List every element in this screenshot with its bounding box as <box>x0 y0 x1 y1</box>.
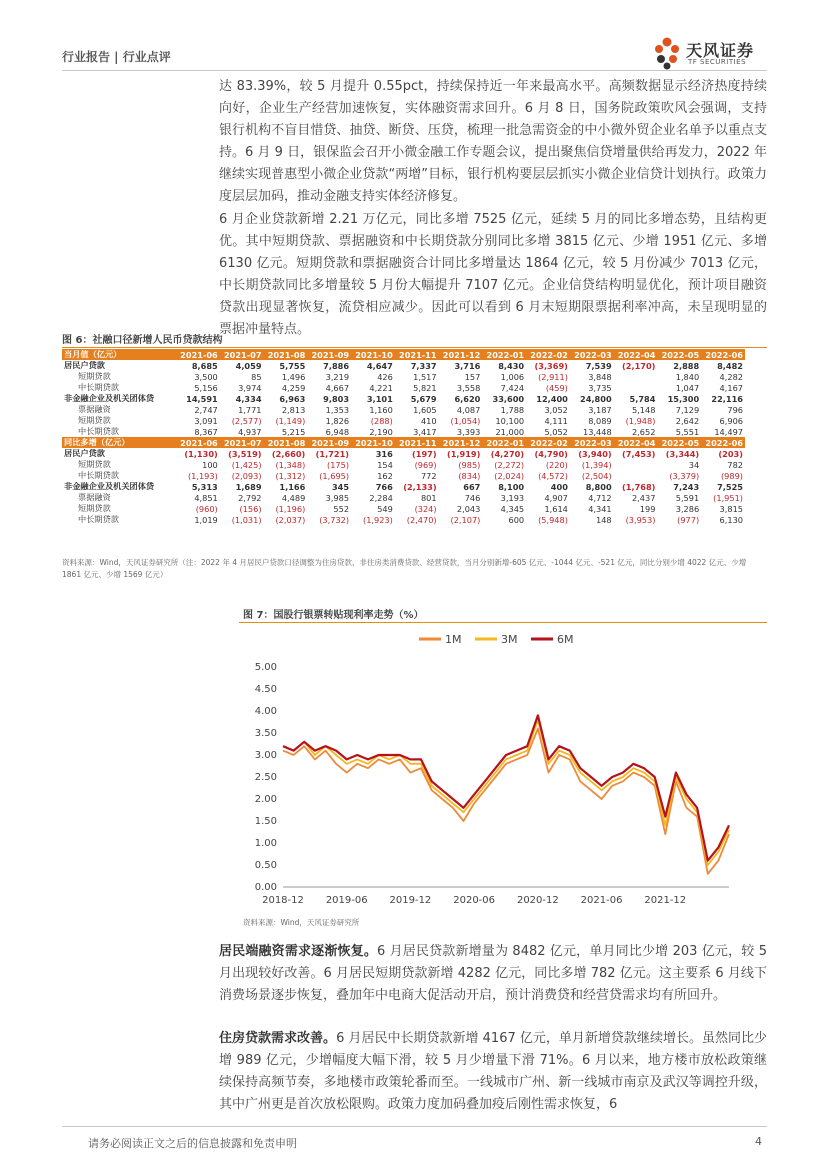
table-row <box>62 382 745 393</box>
page-number: 4 <box>755 1135 762 1148</box>
month-header: 2021-06 <box>176 437 220 448</box>
table-cell: 1,826 <box>325 415 350 426</box>
table-cell: (1,768) <box>622 481 656 492</box>
table-cell: 766 <box>375 481 393 492</box>
table-cell: (2,107) <box>450 514 481 525</box>
table-cell: (960) <box>195 503 218 514</box>
month-header: 2021-09 <box>307 349 351 360</box>
row-label: 短期贷款 <box>78 415 111 425</box>
table-cell: 5,052 <box>544 426 568 437</box>
table-cell: 4,167 <box>719 382 743 393</box>
table-cell: 3,052 <box>544 404 568 415</box>
paragraph-4-heading: 住房贷款需求改善。 <box>219 1031 337 1046</box>
table-cell: 8,430 <box>498 360 525 371</box>
table-cell: 8,800 <box>585 481 612 492</box>
table-row <box>62 514 745 525</box>
table-cell: 4,851 <box>194 492 218 503</box>
table-cell: 5,784 <box>629 393 656 404</box>
month-header: 2022-03 <box>570 437 614 448</box>
table-cell: 148 <box>596 514 612 525</box>
table-cell: 2,190 <box>369 426 393 437</box>
month-header: 2022-01 <box>482 349 526 360</box>
table-cell: 7,337 <box>410 360 437 371</box>
table-cell: (4,572) <box>538 470 568 481</box>
table-cell: 6,130 <box>719 514 743 525</box>
table-cell: 2,747 <box>194 404 218 415</box>
row-label: 票据融资 <box>78 492 111 502</box>
table-cell: 24,800 <box>580 393 612 404</box>
table-cell: (203) <box>718 448 743 459</box>
table-cell: 801 <box>420 492 437 503</box>
section-header: 同比多增（亿元） <box>62 437 176 448</box>
table-cell: 5,821 <box>413 382 437 393</box>
table-cell: (2,272) <box>494 459 525 470</box>
month-header: 2021-12 <box>439 349 483 360</box>
paragraph-4 <box>219 1028 767 1116</box>
y-tick-label: 5.00 <box>254 662 277 673</box>
table-cell: (1,919) <box>446 448 481 459</box>
month-header: 2021-09 <box>307 437 351 448</box>
header-divider <box>62 70 767 71</box>
table-cell: (1,923) <box>363 514 393 525</box>
table-cell: 2,813 <box>281 404 306 415</box>
table-cell: 15,300 <box>667 393 700 404</box>
table-cell: 5,313 <box>191 481 218 492</box>
month-header: 2021-11 <box>395 437 439 448</box>
table-cell: 6,963 <box>279 393 306 404</box>
table-cell: 3,219 <box>325 371 350 382</box>
table-cell: 6,906 <box>719 415 743 426</box>
table-cell: (3,940) <box>578 448 612 459</box>
table-cell: (1,721) <box>315 448 350 459</box>
table-row <box>62 371 745 382</box>
month-header: 2022-06 <box>701 437 745 448</box>
table-cell: (1,130) <box>184 448 218 459</box>
row-label: 短期贷款 <box>78 371 111 381</box>
table-cell: 1,496 <box>281 371 306 382</box>
table-cell: (3,379) <box>669 470 700 481</box>
month-header: 2022-02 <box>526 349 570 360</box>
figure-6-title: 图 6：社融口径新增人民币贷款结构 <box>62 335 223 346</box>
figure-6-source-note: 资料来源：Wind，天风证券研究所（注：2022 年 4 月居民户贷款口径调整为住房贷款、非住房类消费贷款、经营贷款，当月分别新增-605 亿元、-1044 亿元、-521 亿元，同比分别少增 4022 亿元、少增 1861 亿元、少增 1569 亿元） <box>62 558 747 579</box>
footer-divider <box>62 1126 767 1127</box>
x-tick-label: 2020-06 <box>453 895 496 906</box>
table-cell: 5,551 <box>675 426 700 437</box>
month-header: 2021-07 <box>220 437 264 448</box>
table-cell: 4,282 <box>719 371 743 382</box>
table-cell: 4,221 <box>369 382 393 393</box>
table-row <box>62 360 745 371</box>
table-row <box>62 459 745 470</box>
table-cell: 410 <box>420 415 437 426</box>
table-cell: (1,348) <box>275 459 306 470</box>
table-cell: 1,771 <box>238 404 262 415</box>
table-row <box>62 448 745 459</box>
brand-logo <box>652 36 772 70</box>
table-cell: 2,642 <box>675 415 700 426</box>
y-tick-label: 4.50 <box>254 684 277 695</box>
x-tick-label: 2019-06 <box>325 895 368 906</box>
table-cell: (3,344) <box>665 448 700 459</box>
y-tick-label: 0.00 <box>254 882 277 893</box>
row-label: 短期贷款 <box>78 503 111 513</box>
table-cell: (1,425) <box>231 459 262 470</box>
table-cell: 22,116 <box>711 393 743 404</box>
table-cell: (989) <box>720 470 743 481</box>
table-cell: 8,482 <box>717 360 743 371</box>
table-cell: 5,679 <box>410 393 437 404</box>
row-label: 非金融企业及机关团体贷 <box>64 393 155 403</box>
table-cell: 10,100 <box>495 415 525 426</box>
table-cell: 3,500 <box>194 371 218 382</box>
table-cell: (324) <box>414 503 437 514</box>
rate-chart-svg <box>239 625 767 915</box>
table-cell: (2,911) <box>538 371 568 382</box>
table-cell: 21,000 <box>495 426 525 437</box>
row-label: 中长期贷款 <box>78 426 119 436</box>
table-cell: (2,660) <box>271 448 306 459</box>
y-tick-label: 1.50 <box>254 816 277 827</box>
table-cell: (5,948) <box>538 514 568 525</box>
table-cell: (977) <box>677 514 700 525</box>
table-cell: 4,667 <box>325 382 350 393</box>
table-cell: 1,353 <box>325 404 350 415</box>
paragraph-2: 6 月企业贷款新增 2.21 万亿元，同比多增 7525 亿元，延续 5 月的同比多增态势，且结构更优。其中短期贷款、票据融资和中长期贷款分别同比多增 3815 亿元、少增 1951 亿元、多增 6130 亿元。短期贷款和票据融资合计同比多增量达 1864 亿元，较 5 月份减少 7013 亿元，中长期贷款同比多增量较 5 月份大幅提升 7107 亿元。企业信贷结构明显优化，预计项目融资贷款出现显著恢复，流贷相应减少。因此可以看到 6 月末短期限票据利率冲高，未呈现明显的票据冲量特点。 <box>219 212 767 337</box>
table-cell: 746 <box>464 492 481 503</box>
table-cell: (2,024) <box>494 470 525 481</box>
paragraph-1: 达 83.39%，较 5 月提升 0.55pct，持续保持近一年来最高水平。高频数据显示经济热度持续向好，企业生产经营加速恢复，实体融资需求回升。6 月 8 日，国务院政策吹风会强调，支持银行机构不盲目惜贷、抽贷、断贷、压贷，梳理一批急需资金的中小微外贸企业名单予以重点支持。6 月 9 日，银保监会召开小微金融工作专题会议，提出聚焦信贷增量供给再发力，2022 年继续实现普惠型小微企业贷款“两增”目标，银行机构要层层抓实小微企业信贷计划执行。政策力度层层加码，推动金融支持实体经济修复。 <box>219 79 767 204</box>
table-cell: 345 <box>331 481 350 492</box>
table-row <box>62 393 745 404</box>
row-label: 中长期贷款 <box>78 470 119 480</box>
table-row <box>62 503 745 514</box>
table-cell: (1,312) <box>275 470 306 481</box>
table-cell: 4,937 <box>238 426 262 437</box>
table-cell: 199 <box>639 503 656 514</box>
table-cell: 1,019 <box>194 514 218 525</box>
table-cell: 4,712 <box>588 492 612 503</box>
table-cell: 3,193 <box>500 492 525 503</box>
table-cell: (1,948) <box>625 415 656 426</box>
table-cell: (2,470) <box>406 514 437 525</box>
table-cell: 426 <box>377 371 393 382</box>
table-cell: (4,790) <box>534 448 568 459</box>
table-cell: 4,087 <box>456 404 481 415</box>
table-cell: 4,489 <box>281 492 306 503</box>
table-cell: 1,006 <box>500 371 525 382</box>
x-tick-label: 2021-12 <box>644 895 687 906</box>
table-cell: 12,400 <box>536 393 568 404</box>
table-cell: 772 <box>420 470 437 481</box>
table-cell: (1,149) <box>275 415 306 426</box>
table-cell: 5,148 <box>631 404 656 415</box>
table-cell: (1,695) <box>319 470 350 481</box>
table-cell: (1,031) <box>231 514 262 525</box>
row-label: 居民户贷款 <box>64 448 105 458</box>
table-cell: 1,166 <box>279 481 306 492</box>
table-row <box>62 415 745 426</box>
table-cell: 1,160 <box>369 404 393 415</box>
table-cell: (288) <box>370 415 393 426</box>
table-cell: (156) <box>239 503 262 514</box>
table-cell: (2,577) <box>231 415 262 426</box>
series-line-6M <box>283 715 729 860</box>
table-cell: 3,716 <box>454 360 481 371</box>
table-row <box>62 426 745 437</box>
table-cell: (3,369) <box>534 360 568 371</box>
x-tick-label: 2021-06 <box>580 895 623 906</box>
table-cell: (834) <box>458 470 481 481</box>
table-cell: (3,953) <box>625 514 656 525</box>
table-cell: 3,848 <box>588 371 612 382</box>
table-cell: 3,735 <box>588 382 612 393</box>
table-cell: 1,517 <box>413 371 437 382</box>
table-cell: 4,907 <box>544 492 568 503</box>
table-cell: 7,243 <box>673 481 700 492</box>
table-cell: (197) <box>412 448 437 459</box>
section-header: 当月值（亿元） <box>62 349 176 360</box>
table-cell: 7,886 <box>323 360 350 371</box>
table-cell: 400 <box>550 481 568 492</box>
month-header: 2022-04 <box>614 349 658 360</box>
row-label: 短期贷款 <box>78 459 111 469</box>
logo-petals-icon <box>652 36 682 70</box>
table-cell: 157 <box>464 371 481 382</box>
table-cell: (1,394) <box>581 459 612 470</box>
table-cell: 85 <box>251 371 262 382</box>
table-cell: (969) <box>414 459 437 470</box>
paragraph-3 <box>219 941 767 1007</box>
table-cell: (175) <box>327 459 350 470</box>
y-tick-label: 1.00 <box>254 838 277 849</box>
table-cell: 3,974 <box>238 382 262 393</box>
month-header: 2021-12 <box>439 437 483 448</box>
table-cell: 4,647 <box>366 360 393 371</box>
table-cell <box>614 371 658 382</box>
row-label: 中长期贷款 <box>78 514 119 524</box>
table-cell: 782 <box>727 459 743 470</box>
table-cell: 316 <box>375 448 393 459</box>
table-cell: 8,089 <box>588 415 612 426</box>
y-tick-label: 0.50 <box>254 860 277 871</box>
table-cell: 1,047 <box>675 382 700 393</box>
month-header: 2022-05 <box>657 437 701 448</box>
table-cell: 7,539 <box>585 360 612 371</box>
table-cell: 3,286 <box>675 503 700 514</box>
month-header: 2021-08 <box>264 349 308 360</box>
table-cell: 154 <box>377 459 393 470</box>
table-cell: 3,417 <box>413 426 437 437</box>
month-header: 2022-01 <box>482 437 526 448</box>
table-cell <box>614 459 658 470</box>
paragraph-3-heading: 居民端融资需求逐渐恢复。 <box>219 944 378 959</box>
table-cell: (7,453) <box>622 448 656 459</box>
table-cell: (1,196) <box>275 503 306 514</box>
y-tick-label: 4.00 <box>254 706 277 717</box>
row-label: 居民户贷款 <box>64 360 105 370</box>
table-cell: 3,187 <box>588 404 612 415</box>
month-header: 2022-04 <box>614 437 658 448</box>
table-cell: 1,689 <box>235 481 262 492</box>
table-cell: 1,614 <box>544 503 568 514</box>
figure-7-source: 资料来源：Wind，天风证券研究所 <box>243 918 360 927</box>
table-cell: (3,732) <box>319 514 350 525</box>
table-cell: 667 <box>463 481 481 492</box>
table-cell: (4,270) <box>490 448 525 459</box>
month-header: 2021-11 <box>395 349 439 360</box>
table-cell: 600 <box>508 514 525 525</box>
table-cell: (1,193) <box>187 470 218 481</box>
table-cell: 5,755 <box>279 360 306 371</box>
table-cell: 552 <box>333 503 350 514</box>
figure-7-rule <box>239 622 767 623</box>
month-header: 2022-03 <box>570 349 614 360</box>
month-header: 2021-08 <box>264 437 308 448</box>
table-cell: 14,591 <box>186 393 218 404</box>
table-cell: (1,054) <box>450 415 481 426</box>
x-tick-label: 2019-12 <box>389 895 432 906</box>
table-cell: 4,111 <box>544 415 568 426</box>
x-tick-label: 2018-12 <box>262 895 304 906</box>
table-header-row <box>62 349 745 360</box>
row-label: 中长期贷款 <box>78 382 119 392</box>
table-cell <box>614 382 658 393</box>
table-cell: 2,284 <box>369 492 393 503</box>
table-row <box>62 404 745 415</box>
y-tick-label: 2.50 <box>254 772 277 783</box>
table-cell: 2,652 <box>631 426 656 437</box>
table-cell: (2,504) <box>581 470 612 481</box>
y-tick-label: 3.50 <box>254 728 277 739</box>
table-cell: 2,437 <box>631 492 656 503</box>
table-cell: (2,037) <box>275 514 306 525</box>
table-cell: 5,156 <box>194 382 218 393</box>
table-header-row <box>62 437 745 448</box>
table-cell: 7,424 <box>500 382 525 393</box>
row-label: 票据融资 <box>78 404 111 414</box>
month-header: 2022-06 <box>701 349 745 360</box>
loan-structure-table <box>62 349 745 525</box>
table-cell: 1,605 <box>413 404 437 415</box>
table-cell: 796 <box>727 404 743 415</box>
table-cell: 8,685 <box>191 360 218 371</box>
table-cell: 3,815 <box>719 503 743 514</box>
y-tick-label: 2.00 <box>254 794 277 805</box>
row-label: 非金融企业及机关团体贷 <box>64 481 155 491</box>
table-cell: 4,341 <box>588 503 612 514</box>
table-cell: 2,792 <box>238 492 262 503</box>
month-header: 2021-10 <box>351 349 395 360</box>
y-tick-label: 3.00 <box>254 750 277 761</box>
table-cell: (3,519) <box>228 448 262 459</box>
month-header: 2022-05 <box>657 349 701 360</box>
month-header: 2021-10 <box>351 437 395 448</box>
table-cell: 5,591 <box>675 492 700 503</box>
table-cell: 6,620 <box>454 393 481 404</box>
paragraph-3-body: 6 月居民贷款新增量为 8482 亿元，单月同比少增 203 亿元，较 5 月出现较好改善。6 月居民短期贷款新增 4282 亿元，同比多增 782 亿元。这主要系 6 月线下消费场景逐步恢复，叠加年中电商大促活动开启，预计消费贷和经营贷需求均有所回升。 <box>219 944 767 1003</box>
figure-6-rule <box>62 347 767 348</box>
table-cell: 3,558 <box>456 382 481 393</box>
footer-disclaimer: 请务必阅读正文之后的信息披露和免责申明 <box>88 1137 297 1150</box>
table-cell: 9,803 <box>323 393 350 404</box>
table-cell: (2,170) <box>622 360 656 371</box>
table-cell: 8,367 <box>194 426 218 437</box>
logo-text: 天风证券 <box>686 41 755 60</box>
table-row <box>62 481 745 492</box>
table-cell: 5,215 <box>281 426 306 437</box>
table-cell: 6,948 <box>325 426 350 437</box>
table-row <box>62 492 745 503</box>
table-cell: 13,448 <box>583 426 612 437</box>
table-cell: 3,091 <box>194 415 218 426</box>
legend-label-3M: 3M <box>501 633 518 646</box>
month-header: 2021-06 <box>176 349 220 360</box>
table-cell: 33,600 <box>492 393 525 404</box>
figure-7-title: 图 7：国股行银票转贴现利率走势（%） <box>243 610 424 621</box>
table-cell: 3,393 <box>456 426 481 437</box>
table-cell: (220) <box>545 459 568 470</box>
legend-label-1M: 1M <box>445 633 462 646</box>
table-cell: 1,840 <box>675 371 700 382</box>
month-header: 2021-07 <box>220 349 264 360</box>
table-cell: 4,345 <box>500 503 525 514</box>
table-cell: 34 <box>688 459 700 470</box>
paragraph-4-body: 6 月居民中长期贷款新增 4167 亿元，单月新增贷款继续增长。虽然同比少增 989 亿元，少增幅度大幅下滑，较 5 月少增量下滑 71%。6 月以来，地方楼市放松政策继续保持高频节奏，多地楼市政策轮番而至。一线城市广州、新一线城市南京及武汉等调控升级，其中广州更是首次放松限购。政策力度加码叠加疫后刚性需求恢复，6 <box>219 1031 767 1112</box>
table-cell: (2,133) <box>403 481 437 492</box>
month-header: 2022-02 <box>526 437 570 448</box>
table-cell: 2,043 <box>456 503 481 514</box>
table-cell: 3,985 <box>325 492 350 503</box>
table-cell: 162 <box>377 470 393 481</box>
table-cell: 3,101 <box>366 393 393 404</box>
series-line-3M <box>283 720 729 865</box>
table-cell: (2,093) <box>231 470 262 481</box>
table-cell: 100 <box>202 459 218 470</box>
table-cell: 4,334 <box>235 393 262 404</box>
table-cell: 7,129 <box>675 404 700 415</box>
x-tick-label: 2020-12 <box>516 895 559 906</box>
discount-rate-chart <box>239 625 767 915</box>
report-category: 行业报告 | 行业点评 <box>62 50 171 64</box>
table-cell: (985) <box>458 459 481 470</box>
legend-label-6M: 6M <box>557 633 574 646</box>
table-cell: 8,100 <box>498 481 525 492</box>
table-cell: (459) <box>545 382 568 393</box>
table-cell: 14,497 <box>714 426 743 437</box>
table-cell: 549 <box>377 503 393 514</box>
table-cell <box>614 470 658 481</box>
table-cell: (1,951) <box>713 492 743 503</box>
table-cell: 2,888 <box>673 360 700 371</box>
table-row <box>62 470 745 481</box>
table-cell: 7,525 <box>717 481 743 492</box>
table-cell: 4,259 <box>281 382 306 393</box>
table-cell: 1,788 <box>500 404 525 415</box>
logo-subtext: TF SECURITIES <box>688 58 747 66</box>
table-cell: 4,059 <box>235 360 262 371</box>
